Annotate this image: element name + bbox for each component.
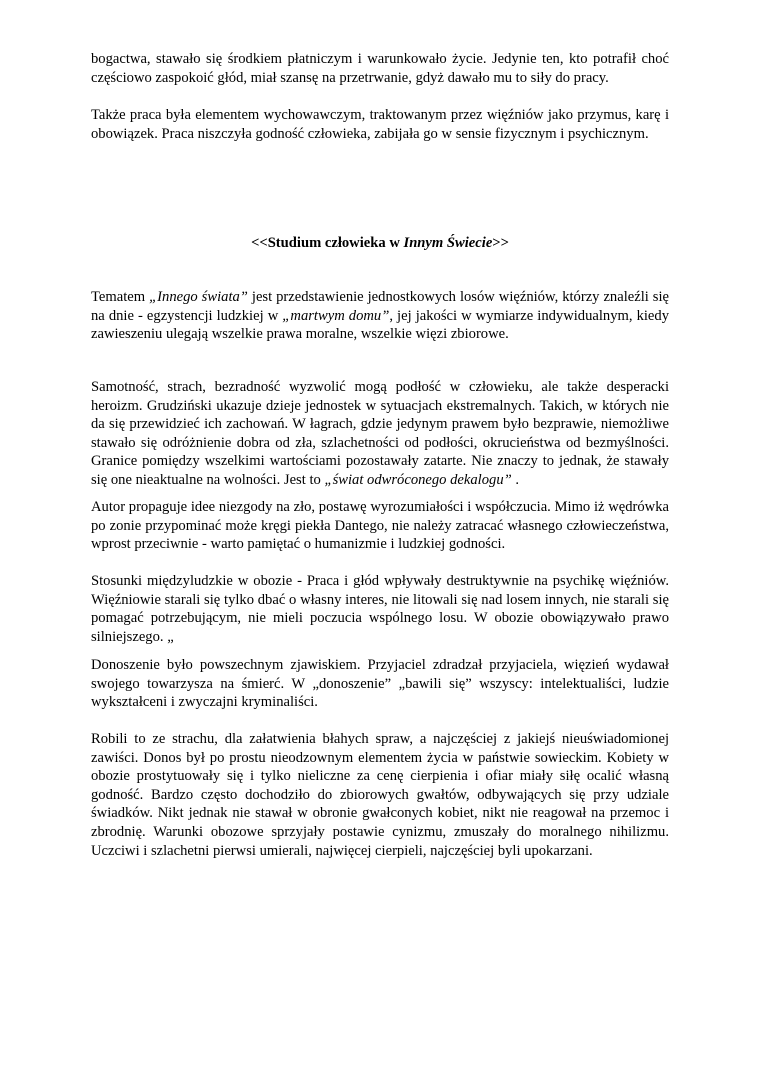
p3-italic-2: „martwym domu” (282, 307, 390, 324)
heading-suffix: >> (492, 235, 509, 251)
p4-italic-1: „świat odwróconego dekalogu” (324, 471, 512, 488)
p3-text-2: jest przedstawienie jednostkowych losów więźniów, którzy znaleźli się na dnie - egzystencji ludzkiej w (91, 289, 669, 324)
p3-text-1: Tematem (91, 289, 150, 305)
paragraph-6: Stosunki międzyludzkie w obozie - Praca i głód wpływały destruktywnie na psychikę więźniów. Więźniowie starali się tylko dbać o własny interes, nie litowali się nad losem innych, nie starali się pomagać potrzebującym, nie mieli poczucia wspólnego losu. W obozie obowiązywało prawo silniejszego. „ (91, 573, 669, 645)
paragraph-7: Donoszenie było powszechnym zjawiskiem. Przyjaciel zdradzał przyjaciela, więzień wydawał swojego towarzysza na śmierć. W „donoszenie” „bawili się” wszyscy: intelektualiści, ludzie wykształceni i zwyczajni kryminaliści. (91, 657, 669, 711)
section-heading (91, 234, 669, 253)
p4-text-2: . (511, 471, 520, 488)
p3-italic-1: „Innego świata” (149, 289, 248, 305)
p4-text-1: Samotność, strach, bezradność wyzwolić mogą podłość w człowieku, ale także desperacki heroizm. Grudziński ukazuje dzieje jednostek w sytuacjach ekstremalnych. Takich, w których nie da się przewidzieć ich zachowań. W łagrach, gdzie jedynym prawem było bezprawie, niemożliwe stawało się odróżnienie dobra od zła, szlachetności od podłości, okrucieństwa od bezmyślności. Granice pomiędzy wszelkimi wartościami pozostawały zatarte. Nie znaczy to jednak, że stawały się one nieaktualne na wolności. Jest to (91, 379, 669, 488)
paragraph-3 (91, 288, 669, 344)
paragraph-5: Autor propaguje idee niezgody na zło, postawę wyrozumiałości i współczucia. Mimo iż wędrówka po zonie przypominać może kręgi piekła Dantego, nie należy zatracać własnego człowieczeństwa, wprost przeciwnie - warto pamiętać o humanizmie i ludzkiej godności. (91, 499, 669, 553)
heading-prefix: <<Studium człowieka w (251, 235, 404, 251)
p3-text-3: , jej jakości w wymiarze indywidualnym, kiedy zawieszeniu ulegają wszelkie prawa moralne, wszelkie więzi zbiorowe. (91, 307, 670, 343)
paragraph-8: Robili to ze strachu, dla załatwienia błahych spraw, a najczęściej z jakiejś nieuświadomionej zawiści. Donos był po prostu nieodzownym elementem życia w państwie sowieckim. Kobiety w obozie prostytuowały się i tylko nieliczne za cenę cierpienia i ofiar miały siłę ocalić własną godność. Bardzo często dochodziło do zbiorowych gwałtów, odbywających się przy udziale świadków. Nikt jednak nie stawał w obronie gwałconych kobiet, nikt nie reagował na przemoc i zbrodnię. Warunki obozowe sprzyjały postawie cynizmu, zmuszały do moralnego nihilizmu. Uczciwi i szlachetni pierwsi umierali, najwięcej cierpieli, najczęściej byli upokarzani. (91, 731, 669, 859)
paragraph-1: bogactwa, stawało się środkiem płatniczym i warunkowało życie. Jedynie ten, kto potrafił choć częściowo zaspokoić głód, miał szansę na przetrwanie, gdyż dawało mu to siły do pracy. (91, 51, 669, 86)
paragraph-4 (91, 378, 669, 490)
paragraph-2: Także praca była elementem wychowawczym, traktowanym przez więźniów jako przymus, karę i obowiązek. Praca niszczyła godność człowieka, zabijała go w sensie fizycznym i psychicznym. (91, 107, 669, 142)
heading-italic: Innym Świecie (403, 235, 493, 251)
